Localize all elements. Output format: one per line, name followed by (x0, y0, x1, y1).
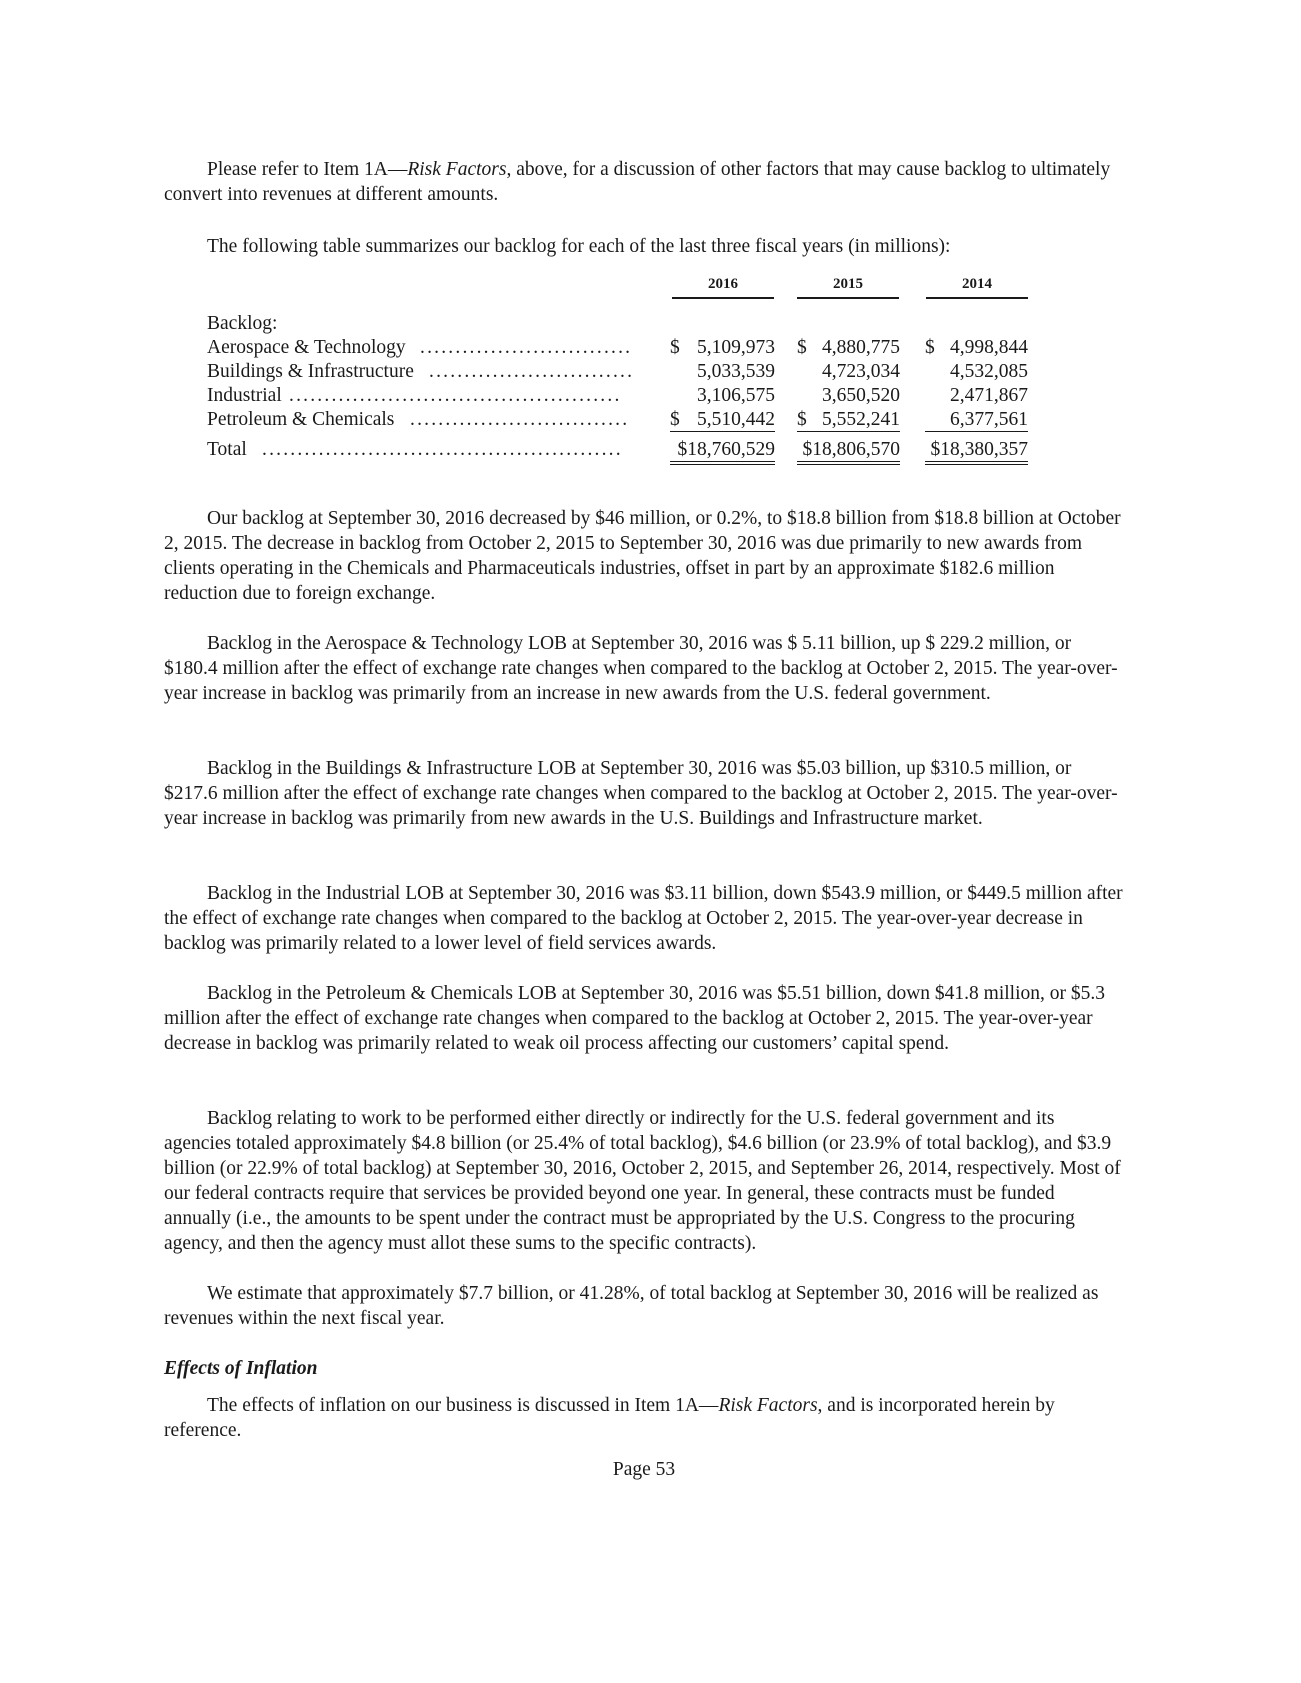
column-header-2015: 2015 (797, 275, 899, 299)
table-section-row (207, 311, 1124, 336)
row-label: Petroleum & Chemicals (207, 409, 395, 430)
section-heading-inflation: Effects of Inflation (164, 1358, 318, 1379)
dot-leader: .............................. (420, 337, 633, 358)
inflation-italic: Risk Factors (718, 1395, 818, 1416)
table-cell: 6,377,561 (925, 407, 1028, 432)
dot-leader: ............................. (429, 361, 635, 382)
table-cell: $ 5,510,442 (670, 409, 775, 430)
paragraph-buildings: Backlog in the Buildings & Infrastructure LOB at September 30, 2016 was $5.03 billion, up $310.5 million, or $217.6 million after the effect of exchange rate changes when compared to the backlog at October 2, 2015. The year-over-year increase in backlog was primarily from new awards in the U.S. Buildings and Infrastructure market. (164, 758, 1118, 829)
section-label: Backlog: (207, 313, 278, 334)
dot-leader: ................................................... (262, 439, 623, 460)
intro-italic: Risk Factors (407, 159, 507, 180)
paragraph-aerospace: Backlog in the Aerospace & Technology LOB at September 30, 2016 was $ 5.11 billion, up $ 229.2 million, or $180.4 million after the effect of exchange rate changes when compared to the backlog at October 2, 2015. The year-over-year increase in backlog was primarily from an increase in new awards from the U.S. federal government. (164, 633, 1118, 704)
paragraph-federal: Backlog relating to work to be performed either directly or indirectly for the U.S. federal government and its agencies totaled approximately $4.8 billion (or 25.4% of total backlog), $4.6 billion (or 23.9% of total backlog), and $3.9 billion (or 22.9% of total backlog) at September 30, 2016, October 2, 2015, and September 26, 2014, respectively. Most of our federal contracts require that services be provided beyond one year. In general, these contracts must be funded annually (i.e., the amounts to be spent under the contract must be appropriated by the U.S. Congress to the procuring agency, and then the agency must allot these sums to the specific contracts). (164, 1108, 1121, 1254)
table-cell: 4,723,034 (822, 361, 900, 382)
inflation-text: The effects of inflation on our business is discussed in Item 1A— (207, 1395, 719, 1416)
intro-text: Please refer to Item 1A— (207, 159, 408, 180)
table-row (207, 335, 1124, 360)
dot-leader: ............................... (410, 409, 630, 430)
row-label: Aerospace & Technology (207, 337, 406, 358)
table-cell: $ 5,552,241 (797, 409, 900, 430)
total-cell: $18,806,570 (797, 437, 900, 465)
table-row (207, 359, 1124, 384)
total-label: Total (207, 439, 247, 460)
paragraph-backlog-summary: Our backlog at September 30, 2016 decreased by $46 million, or 0.2%, to $18.8 billion from $18.8 billion at October 2, 2015. The decrease in backlog from October 2, 2015 to September 30, 2016 was due primarily to new awards from clients operating in the Chemicals and Pharmaceuticals industries, offset in part by an approximate $182.6 million reduction due to foreign exchange. (164, 508, 1121, 604)
intro-text-end: , above, for a discussion of other factors that may cause backlog to ultimately convert into revenues at different amounts. (164, 159, 1111, 205)
table-cell: 3,650,520 (822, 385, 900, 406)
table-cell: 4,532,085 (950, 361, 1028, 382)
table-cell: 3,106,575 (697, 385, 775, 406)
table-row (207, 407, 1124, 432)
page-number: Page 53 (612, 1459, 676, 1480)
inflation-text-end: , and is incorporated herein by reference. (164, 1395, 1055, 1441)
table-cell: 5,033,539 (697, 361, 775, 382)
paragraph-petroleum: Backlog in the Petroleum & Chemicals LOB at September 30, 2016 was $5.51 billion, down $41.8 million, or $5.3 million after the effect of exchange rate changes when compared to the backlog at October 2, 2015. The year-over-year decrease in backlog was primarily related to weak oil process affecting our customers’ capital spend. (164, 983, 1105, 1054)
total-cell: $18,760,529 (670, 437, 775, 465)
paragraph-estimate: We estimate that approximately $7.7 billion, or 41.28%, of total backlog at September 30, 2016 will be realized as revenues within the next fiscal year. (164, 1283, 1099, 1329)
table-lead-paragraph: The following table summarizes our backlog for each of the last three fiscal years (in millions): (207, 236, 951, 257)
table-total-row (207, 437, 1124, 462)
dot-leader: ............................................... (289, 385, 622, 406)
row-label: Industrial (207, 385, 282, 406)
intro-paragraph (164, 157, 1124, 207)
row-label: Buildings & Infrastructure (207, 361, 414, 382)
paragraph-industrial: Backlog in the Industrial LOB at September 30, 2016 was $3.11 billion, down $543.9 million, or $449.5 million after the effect of exchange rate changes when compared to the backlog at October 2, 2015. The year-over-year decrease in backlog was primarily related to a lower level of field services awards. (164, 883, 1123, 954)
total-cell: $18,380,357 (925, 437, 1028, 465)
paragraph-inflation (164, 1393, 1124, 1443)
table-cell: $ 4,880,775 (797, 337, 900, 358)
table-cell: 2,471,867 (950, 385, 1028, 406)
table-cell: $ 5,109,973 (670, 337, 775, 358)
table-row (207, 383, 1124, 408)
table-cell: $ 4,998,844 (925, 337, 1028, 358)
column-header-2016: 2016 (672, 275, 774, 299)
column-header-2014: 2014 (926, 275, 1028, 299)
